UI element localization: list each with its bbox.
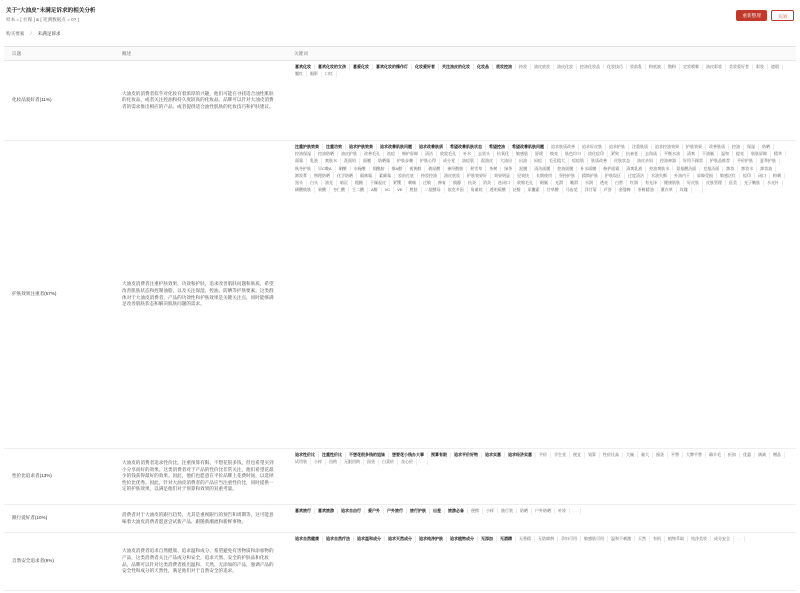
keyword-tag[interactable]: 植物萃取 bbox=[665, 536, 688, 542]
keyword-tag[interactable]: 量大 bbox=[638, 452, 653, 458]
keyword-tag[interactable]: 暗沉 bbox=[337, 180, 352, 186]
keyword-tag[interactable]: 敏感肌 bbox=[513, 151, 532, 157]
keyword-tag[interactable]: 皂基洁面 bbox=[700, 166, 723, 172]
keyword-tag[interactable]: 去黑头 bbox=[475, 151, 494, 157]
keyword-tag[interactable]: 护肤效果好 bbox=[464, 173, 491, 179]
keyword-tag[interactable]: 希望控油 bbox=[486, 144, 509, 150]
keyword-tag[interactable]: 粗糙 bbox=[352, 180, 367, 186]
keyword-tag[interactable]: 赠品 bbox=[770, 452, 785, 458]
keyword-tag[interactable]: 白头 bbox=[307, 180, 322, 186]
keyword-tag[interactable]: 眼影 bbox=[307, 71, 322, 77]
keyword-tag[interactable]: 喜爱化妆 bbox=[350, 64, 373, 70]
keyword-tag[interactable]: 温和 bbox=[718, 151, 733, 157]
keyword-tag[interactable]: 平替 bbox=[668, 452, 683, 458]
keyword-tag[interactable]: 油痘肌 bbox=[459, 158, 478, 164]
keyword-tag[interactable]: 混油皮 bbox=[478, 158, 497, 164]
keyword-tag[interactable]: 平价 bbox=[536, 452, 551, 458]
keyword-tag[interactable]: 马齿苋 bbox=[563, 187, 582, 193]
keyword-tag[interactable]: 面膜 bbox=[360, 158, 375, 164]
keyword-tag[interactable]: VE bbox=[394, 187, 406, 193]
keyword-tag[interactable]: 良心价 bbox=[398, 459, 417, 465]
keyword-tag[interactable]: 油光 bbox=[322, 180, 337, 186]
keyword-tag[interactable]: 白皙 bbox=[612, 180, 627, 186]
page-title: 关于“大油皮”未满足诉求的相关分析 bbox=[6, 8, 96, 14]
keyword-tag[interactable]: 尿囊素 bbox=[525, 187, 544, 193]
keyword-tag[interactable]: 口红 bbox=[322, 71, 337, 77]
keyword-tag[interactable]: 祛闭口 bbox=[495, 180, 514, 186]
keyword-tag[interactable]: 精华 bbox=[771, 151, 786, 157]
keyword-tag[interactable]: 茶树精油 bbox=[635, 187, 658, 193]
keyword-tag[interactable]: 玫瑰 bbox=[677, 187, 692, 193]
keyword-tag[interactable]: 补水 bbox=[460, 151, 475, 157]
keyword-tag[interactable]: 便宜 bbox=[570, 452, 585, 458]
keyword-tag[interactable]: 防晒 bbox=[517, 508, 532, 514]
keyword-tag[interactable]: 烟酰胺 bbox=[370, 166, 389, 172]
keyword-tag[interactable]: 追求自然健康 bbox=[292, 536, 323, 542]
keyword-tag[interactable]: 大牌平替 bbox=[683, 452, 706, 458]
keyword-tag[interactable]: 泥膜 bbox=[516, 166, 531, 172]
keyword-tag[interactable]: 素颜霜 bbox=[376, 173, 395, 179]
keyword-tag[interactable]: 闷痘 bbox=[531, 158, 546, 164]
keyword-tag[interactable]: 大碗 bbox=[623, 452, 638, 458]
keyword-tag[interactable]: 护肤效果 bbox=[683, 144, 706, 150]
analysis-table bbox=[4, 46, 796, 591]
keyword-tag[interactable]: 红润 bbox=[627, 180, 642, 186]
keyword-tag[interactable]: 关注油皮的化妆 bbox=[439, 64, 474, 70]
summary-cell: 大油皮的消费者似乎对化妆有着浓厚的兴趣，他们可能在寻找适合油性肌肤的化妆品，或者关注控油和持久度较高的化妆品。品牌可以针对大油皮消费者的需求推出相应的产品，或者提供适合油性肌肤的化妆技巧和护肤建议。 bbox=[122, 90, 274, 109]
keyword-tag[interactable]: 便携 bbox=[468, 508, 483, 514]
keyword-tag[interactable]: 积雪草 bbox=[467, 166, 486, 172]
keyword-tag[interactable]: 透亮 bbox=[597, 180, 612, 186]
breadcrumb-separator: / bbox=[30, 31, 32, 36]
keyword-tag[interactable]: 户外防晒 bbox=[532, 508, 555, 514]
keyword-tag[interactable]: 追求植物成分 bbox=[447, 536, 478, 542]
keyword-tag[interactable]: 焕亮 bbox=[547, 151, 562, 157]
keyword-tag[interactable]: 补水面膜 bbox=[577, 166, 600, 172]
keyword-tag[interactable]: 油皮彩妆 bbox=[703, 64, 726, 70]
keyword-tag[interactable]: 油皮亲妈 bbox=[634, 158, 657, 164]
keyword-tag[interactable]: 好用不踩雷 bbox=[680, 158, 707, 164]
keyword-tag[interactable]: 消炎 bbox=[480, 180, 495, 186]
keyword-tag[interactable]: 痘印 bbox=[740, 173, 755, 179]
keyword-tag[interactable]: 收缩毛孔 bbox=[514, 180, 537, 186]
page-subtitle: 样本 = [ 社媒 ] & [ 笔测数据点 = 0? ] bbox=[6, 17, 79, 22]
keyword-tag[interactable]: 预算有限 bbox=[428, 452, 451, 458]
keyword-tag[interactable]: 防晒霜 bbox=[375, 158, 394, 164]
keyword-tag[interactable]: 刷酸 bbox=[336, 166, 351, 172]
keyword-tag[interactable]: … bbox=[734, 536, 745, 542]
keyword-tag[interactable]: 长期使用 bbox=[533, 173, 556, 179]
keyword-tag[interactable]: 无酒精 bbox=[497, 536, 516, 542]
keyword-tag[interactable]: 清爽 bbox=[684, 151, 699, 157]
keyword-tag[interactable]: 平价护肤 bbox=[734, 158, 757, 164]
keyword-tag[interactable]: 学生党 bbox=[551, 452, 570, 458]
keyword-tag[interactable]: 物理防晒 bbox=[311, 173, 334, 179]
table-header bbox=[4, 47, 796, 61]
keyword-tag[interactable]: 旅行护肤 bbox=[407, 508, 430, 514]
keyword-tag[interactable]: 卸妆油 bbox=[757, 166, 776, 172]
keyword-tag[interactable]: 回购 bbox=[326, 459, 341, 465]
keyword-tag[interactable]: 追求控油效果 bbox=[652, 144, 683, 150]
keyword-tag[interactable]: 神经酰胺 bbox=[444, 166, 467, 172]
keyword-tag[interactable]: 医美 bbox=[726, 180, 741, 186]
keyword-tag[interactable]: 洋甘菊 bbox=[582, 187, 601, 193]
keyword-tag[interactable]: 追求性价比 bbox=[292, 452, 319, 458]
keyword-tag[interactable]: 爽肤水 bbox=[322, 158, 341, 164]
keyword-tag[interactable]: 维A醇 bbox=[389, 166, 407, 172]
page-header bbox=[6, 6, 794, 28]
keyword-tag[interactable]: 控油化妆品 bbox=[577, 64, 604, 70]
keyword-tag[interactable]: 敏感肌可用 bbox=[581, 536, 608, 542]
keyword-tag[interactable]: 控油神器 bbox=[657, 158, 680, 164]
keyword-tag[interactable]: 抗衰老 bbox=[623, 151, 642, 157]
keyword-tag[interactable]: 旅行装 bbox=[498, 508, 517, 514]
topic-cell: 护肤效果注重者(57%) bbox=[12, 291, 57, 297]
keyword-tag[interactable]: 好皮肤 bbox=[684, 180, 703, 186]
topic-cell: 化妆品爱好者(11%) bbox=[12, 97, 52, 103]
close-button[interactable]: 关闭 bbox=[771, 10, 794, 21]
keyword-tag[interactable]: 美妆爱好者 bbox=[726, 64, 753, 70]
keyword-tag[interactable]: 化妆技巧 bbox=[604, 64, 627, 70]
keyword-tag[interactable]: 不想花很多钱的姐妹 bbox=[346, 452, 389, 458]
keyword-tag[interactable]: 追求纯净护肤 bbox=[416, 536, 447, 542]
keyword-tag[interactable]: A醇 bbox=[368, 187, 382, 193]
keyword-tag[interactable]: 追求护肤效果 bbox=[346, 144, 377, 150]
keyword-tag[interactable]: 芦荟 bbox=[601, 187, 616, 193]
keyword-tag[interactable]: 皮肤管理 bbox=[703, 180, 726, 186]
keyword-tag[interactable]: 卸妆水 bbox=[738, 166, 757, 172]
keyword-tag[interactable]: 小样 bbox=[311, 459, 326, 465]
summary-cell: 大油皮消费者注重护肤效果、功效和护肤，追求改善肌肤问题和肤质，希望改善肌肤状态和控制油脂，以及关注保湿、控油、防晒等护肤要素。这类群体对于大油皮消费者，产品的功效性和护肤效果是关键关注点，同时能够满足改善肌肤状态和解决肌肤问题的需求。 bbox=[122, 281, 274, 307]
keyword-tag[interactable]: 水润 bbox=[582, 180, 597, 186]
keyword-tag[interactable]: 追求改善肤质 bbox=[416, 144, 447, 150]
column-header-summary: 概述 bbox=[122, 50, 132, 56]
keyword-tag[interactable]: 效果明显 bbox=[491, 173, 514, 179]
keyword-tag[interactable]: 优惠 bbox=[740, 452, 755, 458]
keyword-tag[interactable]: 痘痘肌 bbox=[569, 158, 588, 164]
keyword-tag[interactable]: 喜欢化妆的女孩 bbox=[315, 64, 350, 70]
keyword-tag[interactable]: 平衡水油 bbox=[661, 151, 684, 157]
keyword-tag[interactable]: 光子嫩肤 bbox=[741, 180, 764, 186]
keyword-tag[interactable]: 干燥起皮 bbox=[367, 180, 390, 186]
keyword-tag[interactable]: 成分党 bbox=[440, 158, 459, 164]
keyword-tag[interactable]: 修护面霜 bbox=[600, 166, 623, 172]
keyword-tag[interactable]: 国货 bbox=[364, 459, 379, 465]
keyword-tag[interactable]: 油皮底妆 bbox=[441, 173, 464, 179]
keyword-tag[interactable]: 杏仁酸 bbox=[330, 187, 349, 193]
keyword-tag[interactable]: 控油 bbox=[729, 144, 744, 150]
column-header-topic: 议题 bbox=[12, 50, 22, 56]
keyword-tag[interactable]: 黑头 bbox=[292, 180, 307, 186]
keyword-tag[interactable]: 肌肤屏障 bbox=[748, 151, 771, 157]
keyword-tag[interactable]: 薰衣草 bbox=[658, 187, 677, 193]
keyword-tag[interactable]: 追求改善肌肤问题 bbox=[377, 144, 416, 150]
keyword-tag[interactable]: 绿茶 bbox=[501, 166, 516, 172]
table-row bbox=[4, 533, 796, 591]
keyword-tag[interactable]: 护肤品推荐 bbox=[707, 158, 734, 164]
keyword-tag[interactable]: 外油内干 bbox=[671, 173, 694, 179]
keyword-tag[interactable]: 肤色均匀 bbox=[562, 151, 585, 157]
keyword-tag[interactable]: 改善肤质 bbox=[706, 144, 729, 150]
keyword-tag[interactable]: 爱户外 bbox=[365, 508, 384, 514]
keyword-tag[interactable]: 喜欢化妆的操作灯 bbox=[373, 64, 412, 70]
keyword-tag[interactable]: 小样 bbox=[483, 508, 498, 514]
keyword-tag[interactable]: 化妆爱好者 bbox=[412, 64, 439, 70]
keyword-tag[interactable]: 闭口 bbox=[755, 173, 770, 179]
keyword-tag[interactable]: 刷酸焕肤 bbox=[292, 187, 315, 193]
keyword-tag[interactable]: 追求好皮肤 bbox=[579, 144, 606, 150]
keyword-tag[interactable]: 无添加 bbox=[478, 536, 497, 542]
keyword-tag[interactable]: 粉底液 bbox=[646, 64, 665, 70]
keyword-tag[interactable]: 化妆品 bbox=[474, 64, 493, 70]
keyword-tag[interactable]: 防晒 bbox=[759, 144, 774, 150]
breadcrumb bbox=[6, 31, 61, 37]
keyword-tag[interactable]: 囤货 bbox=[653, 452, 668, 458]
keyword-tag[interactable]: 早C晚A bbox=[315, 166, 336, 172]
keyword-tag[interactable]: 过敏 bbox=[420, 180, 435, 186]
keywords-cell bbox=[286, 61, 796, 140]
keyword-tag[interactable]: 毛孔粗大 bbox=[546, 158, 569, 164]
keyword-tag[interactable]: 嫩滑 bbox=[567, 180, 582, 186]
keyword-tag[interactable]: 有机 bbox=[650, 536, 665, 542]
keyword-tag[interactable]: 无香精 bbox=[516, 536, 535, 542]
keyword-tag[interactable]: 大油田 bbox=[497, 158, 516, 164]
keyword-tag[interactable]: 追求实惠 bbox=[482, 452, 505, 458]
keyword-tag[interactable]: 果酸 bbox=[315, 187, 330, 193]
keyword-tag[interactable]: 性价比高 bbox=[600, 452, 623, 458]
keyword-tag[interactable]: 成分安全 bbox=[711, 536, 734, 542]
keyword-tag[interactable]: … bbox=[570, 508, 581, 514]
keyword-tag[interactable]: 过度清洁 bbox=[625, 173, 648, 179]
keyword-tag[interactable]: 夏季护肤 bbox=[757, 158, 780, 164]
keyword-tag[interactable]: 茶树 bbox=[486, 166, 501, 172]
keyword-tag[interactable]: 持妆 bbox=[516, 64, 531, 70]
keyword-tag[interactable]: VC bbox=[382, 187, 395, 193]
keyword-tag[interactable]: 清爽乳液 bbox=[623, 166, 646, 172]
keyword-tag[interactable]: 细腻 bbox=[537, 180, 552, 186]
keyword-tag[interactable]: 底妆控油 bbox=[493, 64, 516, 70]
keyword-tag[interactable]: 化学防晒 bbox=[334, 173, 357, 179]
keyword-tag[interactable]: 卸妆 bbox=[723, 166, 738, 172]
keyword-tag[interactable]: 提亮 bbox=[733, 151, 748, 157]
keyword-tag[interactable]: 角鲨烷 bbox=[468, 187, 487, 193]
keyword-tag[interactable]: 健康肌肤 bbox=[661, 180, 684, 186]
keyword-tag[interactable]: 想要花小钱办大事 bbox=[389, 452, 428, 458]
keyword-tag[interactable]: 透明质酸 bbox=[487, 187, 510, 193]
keyword-tag[interactable]: … bbox=[692, 187, 703, 193]
keyword-tag[interactable]: 祛痘 bbox=[384, 151, 399, 157]
keyword-tag[interactable]: 刺痛 bbox=[405, 180, 420, 186]
keyword-tag[interactable]: 散粉 bbox=[665, 64, 680, 70]
keyword-tag[interactable]: 喜欢旅行 bbox=[292, 508, 315, 514]
keyword-tag[interactable]: 依克多因 bbox=[445, 187, 468, 193]
keyword-tag[interactable]: 无限回购 bbox=[341, 459, 364, 465]
refresh-button[interactable]: 重新整理 bbox=[736, 10, 766, 21]
keyword-tag[interactable]: 收敛毛孔 bbox=[437, 151, 460, 157]
keyword-tag[interactable]: 折扣 bbox=[725, 452, 740, 458]
keyword-tag[interactable]: 油皮护肤 bbox=[338, 151, 361, 157]
keyword-tag[interactable]: 注重功效 bbox=[323, 144, 346, 150]
keyword-tag[interactable]: 出油 bbox=[516, 158, 531, 164]
keyword-tag[interactable]: 屏障受损 bbox=[694, 173, 717, 179]
keyword-tag[interactable]: 定妆喷雾 bbox=[680, 64, 703, 70]
keyword-tag[interactable]: 彩妆 bbox=[753, 64, 768, 70]
keyword-tag[interactable]: 孕妇可用 bbox=[558, 536, 581, 542]
keywords-cell bbox=[286, 449, 796, 504]
keywords-cell bbox=[286, 533, 796, 590]
keyword-tag[interactable]: 氨基酸洁面 bbox=[673, 166, 700, 172]
keywords-cell bbox=[286, 141, 796, 448]
keyword-tag[interactable]: 胜肽 bbox=[407, 187, 422, 193]
keyword-tag[interactable]: 遮瑕 bbox=[768, 64, 783, 70]
keyword-tag[interactable]: 追求自由行 bbox=[338, 508, 365, 514]
keyword-tag[interactable]: 追求温和成分 bbox=[354, 536, 385, 542]
keyword-tag[interactable]: 白菜价 bbox=[379, 459, 398, 465]
keyword-tag[interactable]: 修护屏障 bbox=[399, 151, 422, 157]
keyword-tag[interactable]: 无防腐剂 bbox=[535, 536, 558, 542]
topic-cell: 自然安全追求者(9%) bbox=[12, 558, 54, 564]
summary-cell: 消费者对于大油皮的跟行趋势，尤其是重视跟行的预告和周期等，这可能意味着大油皮消费者愿意尝试新产品、跟随新潮流和新鲜事物。 bbox=[122, 511, 274, 524]
topic-cell: 性价比追求者(13%) bbox=[12, 473, 52, 479]
keyword-tag[interactable]: 护肤心得 bbox=[417, 158, 440, 164]
keyword-tag[interactable]: 出差 bbox=[430, 508, 445, 514]
keyword-tag[interactable]: 追求自然疗法 bbox=[323, 536, 354, 542]
keyword-tag[interactable]: 秋冬护肤 bbox=[292, 166, 315, 172]
keyword-tag[interactable]: 油皮底妆 bbox=[531, 64, 554, 70]
keywords-cell bbox=[286, 505, 796, 532]
topic-cell: 跟行爱好者(10%) bbox=[12, 515, 48, 521]
table-row bbox=[4, 61, 796, 141]
keyword-tag[interactable]: 护肤误区 bbox=[602, 173, 625, 179]
keyword-tag[interactable]: 玻尿酸 bbox=[425, 166, 444, 172]
keyword-tag[interactable]: 见效快 bbox=[514, 173, 533, 179]
table-row bbox=[4, 505, 796, 533]
table-row bbox=[4, 449, 796, 505]
keyword-tag[interactable]: 户外旅行 bbox=[384, 508, 407, 514]
keyword-tag[interactable]: 甘草酸 bbox=[544, 187, 563, 193]
header-actions bbox=[736, 10, 794, 21]
breadcrumb-item-current: 未满足诉求 bbox=[37, 31, 61, 36]
keyword-tag[interactable]: 紧绷 bbox=[390, 180, 405, 186]
keyword-tag[interactable]: 注重护肤效果 bbox=[292, 144, 323, 150]
breadcrumb-item[interactable]: 购买要素 bbox=[6, 31, 25, 36]
keyword-tag[interactable]: … bbox=[417, 459, 428, 465]
keyword-tag[interactable]: 满减 bbox=[755, 452, 770, 458]
keyword-tag[interactable]: 油皮化妆 bbox=[554, 64, 577, 70]
keyword-tag[interactable]: 妆前乳 bbox=[627, 64, 646, 70]
keyword-tag[interactable]: 注重肤质 bbox=[629, 144, 652, 150]
keyword-tag[interactable]: 光滑 bbox=[552, 180, 567, 186]
keyword-tag[interactable]: 淡化痘印 bbox=[585, 151, 608, 157]
keyword-tag[interactable]: 薅羊毛 bbox=[706, 452, 725, 458]
keyword-tag[interactable]: 敏感泛红 bbox=[717, 173, 740, 179]
keyword-tag[interactable]: 水杨酸 bbox=[351, 166, 370, 172]
keyword-tag[interactable]: 隔离霜 bbox=[357, 173, 376, 179]
keyword-tag[interactable]: 视黄醇 bbox=[406, 166, 425, 172]
keyword-tag[interactable]: 追求天然成分 bbox=[385, 536, 416, 542]
keyword-tag[interactable]: 喜欢旅游 bbox=[315, 508, 338, 514]
keyword-tag[interactable]: 不油腻 bbox=[699, 151, 718, 157]
keyword-tag[interactable]: 补妆 bbox=[555, 508, 570, 514]
keyword-tag[interactable]: 水光针 bbox=[764, 180, 783, 186]
keyword-tag[interactable]: 洗面奶 bbox=[341, 158, 360, 164]
keyword-tag[interactable]: 紧致 bbox=[608, 151, 623, 157]
keyword-tag[interactable]: 泛醇 bbox=[510, 187, 525, 193]
keyword-tag[interactable]: 卸妆膏 bbox=[292, 173, 311, 179]
keyword-tag[interactable]: 水油失衡 bbox=[648, 173, 671, 179]
keyword-tag[interactable]: 天然 bbox=[635, 536, 650, 542]
keyword-tag[interactable]: 追求肤质改善 bbox=[548, 144, 579, 150]
table-row bbox=[4, 141, 796, 449]
keyword-tag[interactable]: 旅游必备 bbox=[445, 508, 468, 514]
summary-cell: 大油皮消费者追求自然健康、追求温和成分、希望避免有害物质和添加物的产品，这类消费者关注产品成分和安全，追求天然、安全的护肤品和化妆品。品牌可以针对这类消费者推出温和、天然、无添加的产品，强调产品的安全性和成分的天然性，满足他们对于自然安全的追求。 bbox=[122, 548, 274, 574]
keyword-tag[interactable]: 持妆控油 bbox=[418, 173, 441, 179]
keyword-tag[interactable]: 保湿 bbox=[744, 144, 759, 150]
keyword-tag[interactable]: 喜欢化妆 bbox=[292, 64, 315, 70]
keyword-tag[interactable]: 镇静 bbox=[450, 180, 465, 186]
summary-cell: 大油皮的消费者追求性价比，注重预算有限、不想花很多钱，但也希望买到小分享而好的效果。这类消费者对于产品的性价比非常关注，他们希望花最少的钱获得最好的效果。因此，他们也愿意在平价品牌上花费时间，以选择性价比优秀。因此，针对大油皮消费者的产品应当注重性价比，同时提供一定的护肤效果，以满足他们对于预算和效果的双重考量。 bbox=[122, 460, 274, 492]
keyword-tag[interactable]: 腮红 bbox=[292, 71, 307, 77]
keyword-tag[interactable]: 面霜 bbox=[292, 158, 307, 164]
keyword-tag[interactable]: 追求护肤 bbox=[606, 144, 629, 150]
column-header-keywords: 关键词 bbox=[294, 50, 308, 56]
keyword-tag[interactable]: 注重性价比 bbox=[319, 452, 346, 458]
keyword-tag[interactable]: 清洁 bbox=[422, 151, 437, 157]
keyword-tag[interactable]: 抗氧化 bbox=[494, 151, 513, 157]
keyword-tag[interactable]: 追求平价好物 bbox=[451, 452, 482, 458]
keyword-tag[interactable]: 妆前打底 bbox=[395, 173, 418, 179]
keyword-tag[interactable]: 乳液 bbox=[307, 158, 322, 164]
keyword-tag[interactable]: 修复 bbox=[435, 180, 450, 186]
keyword-tag[interactable]: 清洁面膜 bbox=[531, 166, 554, 172]
keyword-tag[interactable]: 二裂酵母 bbox=[422, 187, 445, 193]
keyword-tag[interactable]: 温和不刺激 bbox=[608, 536, 635, 542]
keyword-tag[interactable]: 追求经济实惠 bbox=[505, 452, 536, 458]
keyword-tag[interactable]: 舒缓 bbox=[532, 151, 547, 157]
keyword-tag[interactable]: 金缕梅 bbox=[616, 187, 635, 193]
keyword-tag[interactable]: 划算 bbox=[585, 452, 600, 458]
keyword-tag[interactable]: 改善毛孔 bbox=[361, 151, 384, 157]
keyword-tag[interactable]: 粉刺 bbox=[770, 173, 785, 179]
keyword-tag[interactable]: 试用装 bbox=[292, 459, 311, 465]
keyword-tag[interactable]: 去角质 bbox=[642, 151, 661, 157]
keyword-tag[interactable]: 希望改善肌肤状态 bbox=[447, 144, 486, 150]
keyword-tag[interactable]: 坚持护肤 bbox=[556, 173, 579, 179]
keyword-tag[interactable]: 皮肤状态 bbox=[611, 158, 634, 164]
keyword-tag[interactable]: 精简护肤 bbox=[579, 173, 602, 179]
keyword-tag[interactable]: 肤质改善 bbox=[588, 158, 611, 164]
keyword-tag[interactable]: 抗炎 bbox=[465, 180, 480, 186]
keyword-tag[interactable]: 控油爽肤水 bbox=[646, 166, 673, 172]
keyword-tag[interactable]: 壬二酸 bbox=[349, 187, 368, 193]
keyword-tag[interactable]: 护肤步骤 bbox=[394, 158, 417, 164]
keyword-tag[interactable]: 控油防晒 bbox=[315, 151, 338, 157]
keyword-tag[interactable]: 控油面膜 bbox=[554, 166, 577, 172]
keyword-tag[interactable]: 有光泽 bbox=[642, 180, 661, 186]
keyword-tag[interactable]: 希望改善肌肤问题 bbox=[509, 144, 548, 150]
keyword-tag[interactable]: 控油保湿 bbox=[292, 151, 315, 157]
keyword-tag[interactable]: 纯净美妆 bbox=[688, 536, 711, 542]
